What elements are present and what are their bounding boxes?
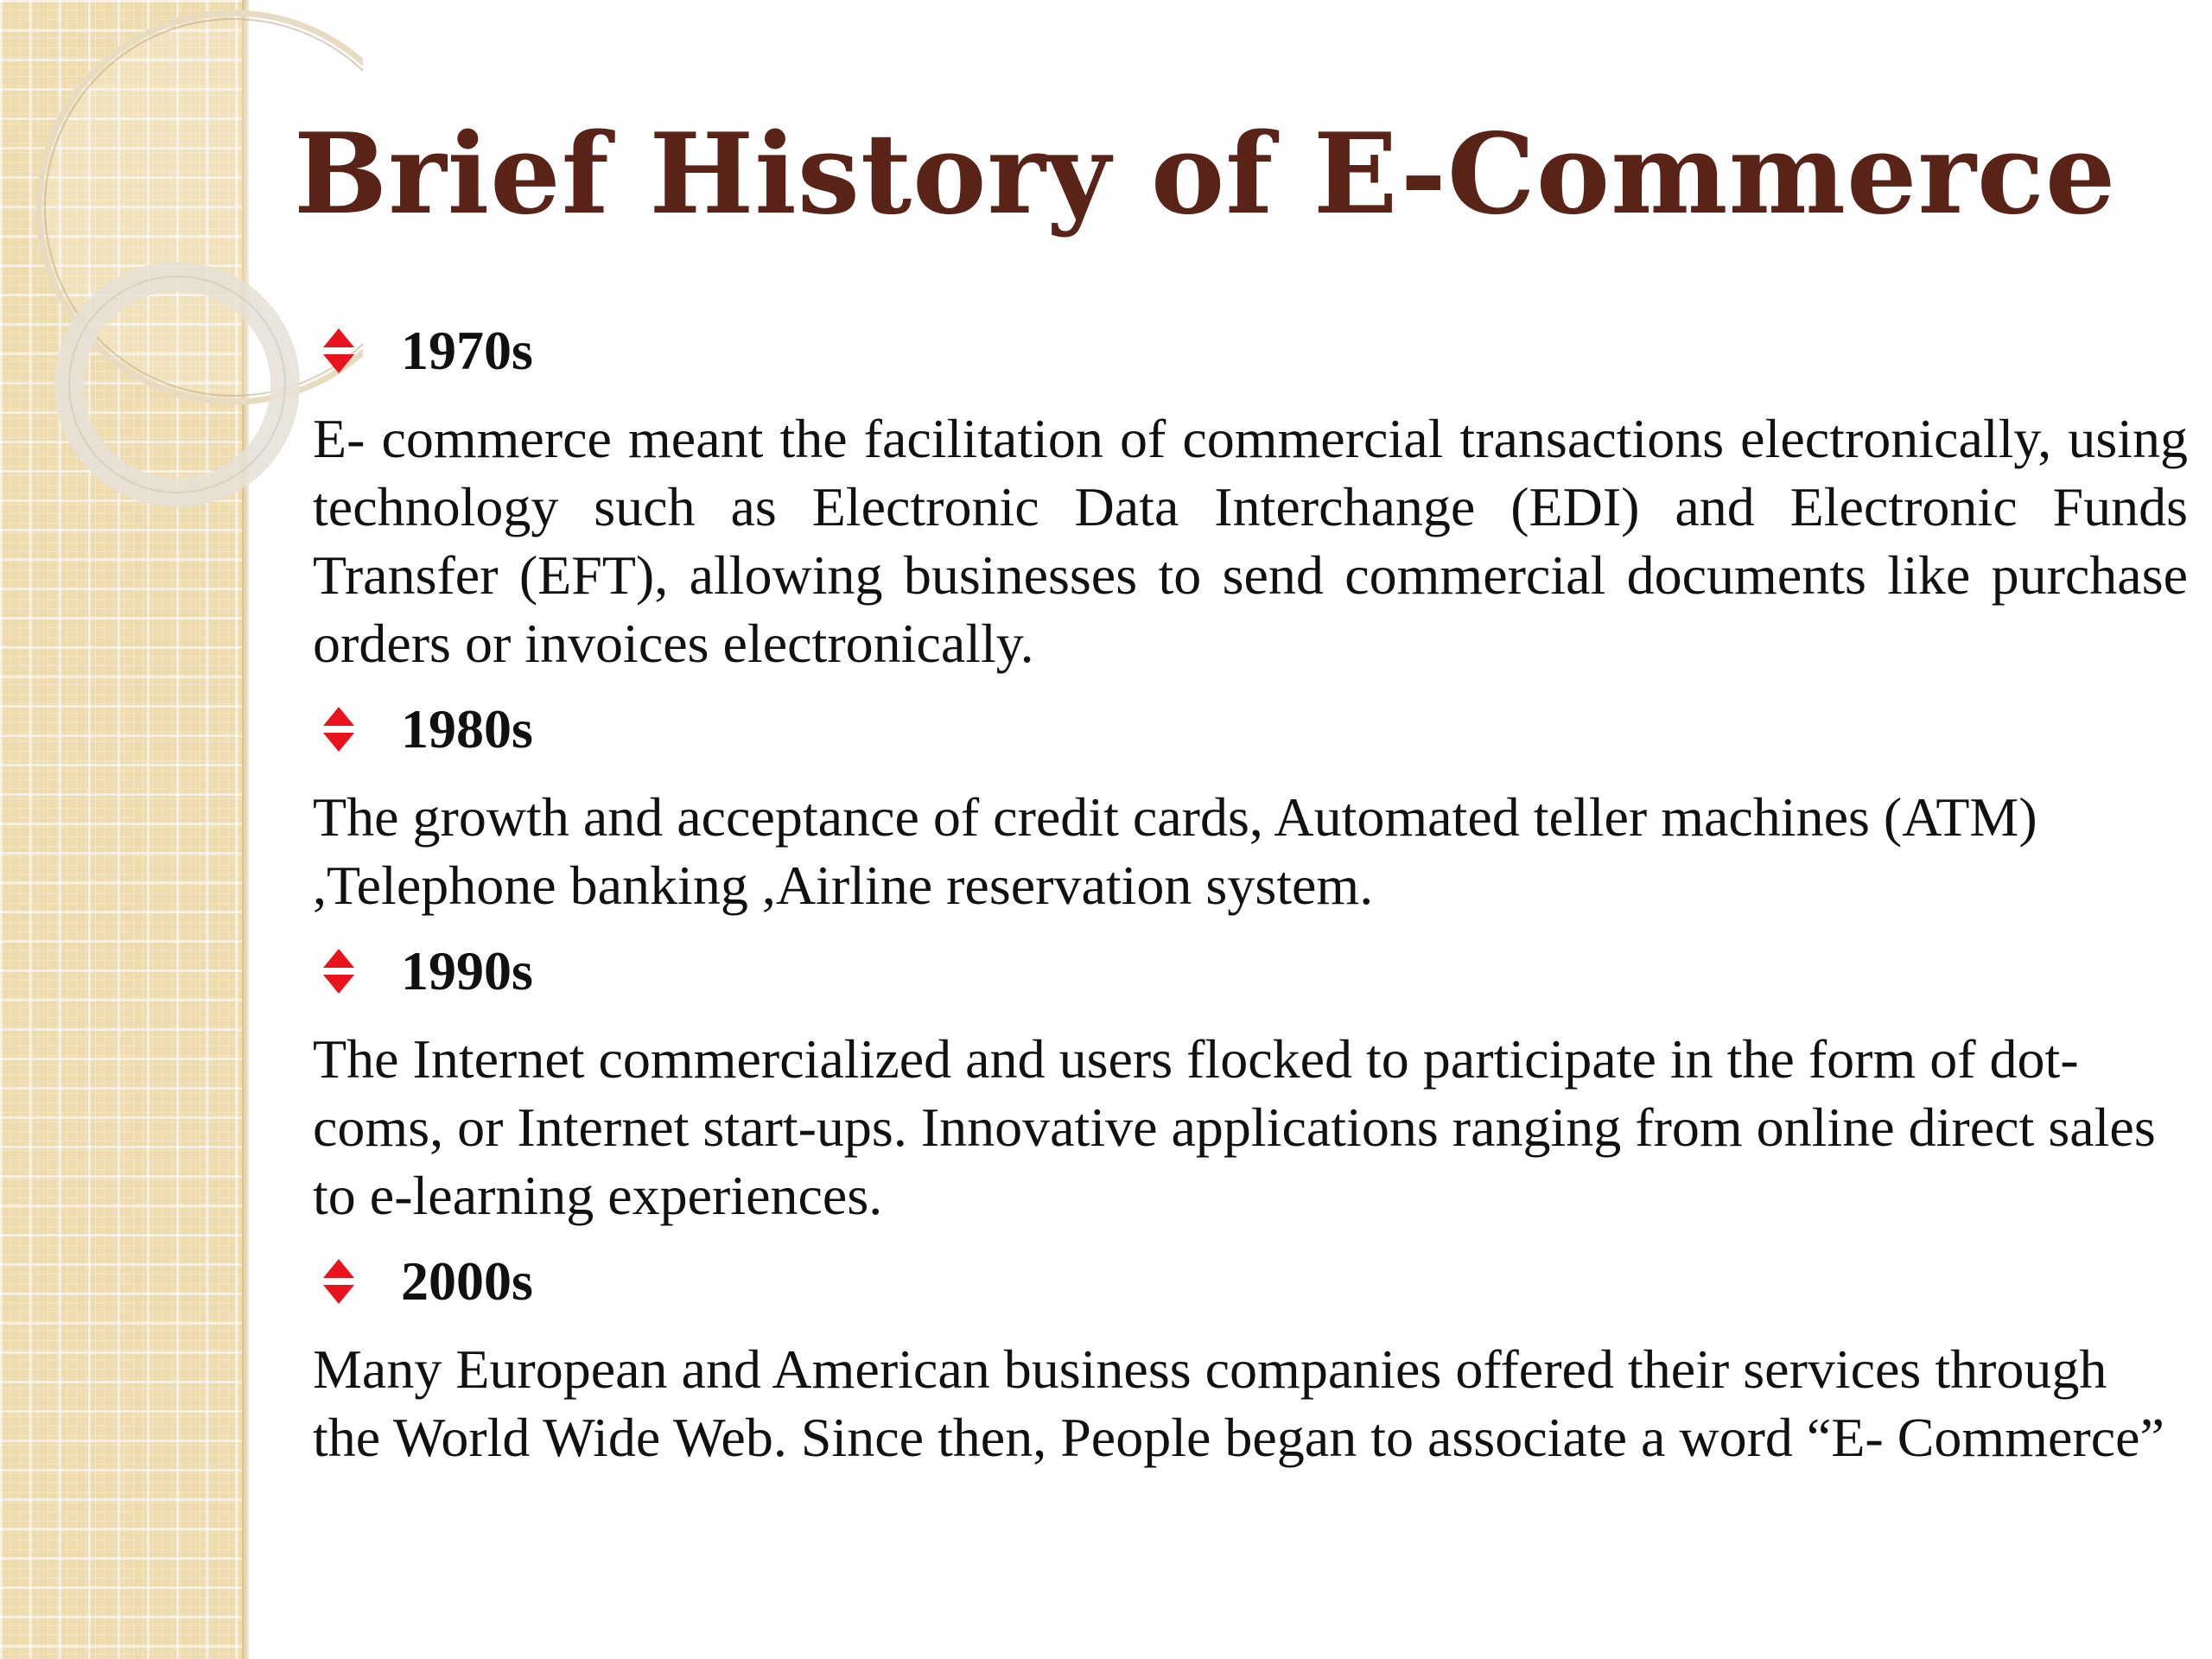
section-year: 2000s <box>401 1250 533 1312</box>
section-heading-1990s <box>313 940 2188 1002</box>
section-heading-1970s <box>313 320 2188 382</box>
section-year: 1990s <box>401 940 533 1001</box>
slide-title: Brief History of E-Commerce <box>294 110 2117 239</box>
red-diamond-bullet-icon <box>321 328 356 373</box>
section-year: 1980s <box>401 698 533 760</box>
red-diamond-bullet-icon <box>321 949 356 994</box>
red-diamond-bullet-icon <box>321 1259 356 1304</box>
section-text: Many European and American business companies offered their services through the World Wide Web. Since then, People began to associate a word “E- Commerce” <box>313 1338 2164 1468</box>
section-text: The growth and acceptance of credit cards, Automated teller machines (ATM) ,Telephone banking ,Airline reservation system. <box>313 786 2037 916</box>
section-year: 1970s <box>401 320 533 381</box>
history-content <box>313 320 2188 1492</box>
section-text: E- commerce meant the facilitation of commercial transactions electronically, using technology such as Electronic Data Interchange (EDI) and Electronic Funds Transfer (EFT), allowing businesses to send commercial documents like purchase orders or invoices electronically. <box>313 408 2188 674</box>
decorative-rings <box>0 0 363 553</box>
section-text: The Internet commercialized and users flocked to participate in the form of dot-coms, or Internet start-ups. Innovative applications ranging from online direct sales to e-learning experiences. <box>313 1028 2156 1226</box>
section-heading-2000s <box>313 1250 2188 1313</box>
section-heading-1980s <box>313 698 2188 760</box>
red-diamond-bullet-icon <box>321 707 356 752</box>
